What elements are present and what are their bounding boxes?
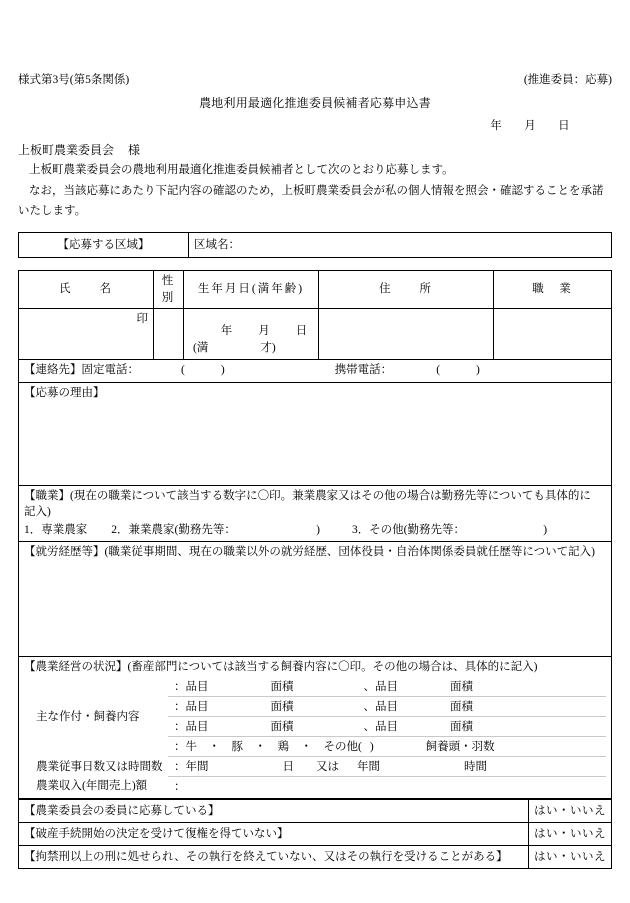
occupation-row [19, 485, 612, 541]
crop-area-label: 面積 [270, 720, 294, 733]
occupation-option-3-close: ) [543, 524, 548, 537]
colon: ： [174, 720, 186, 733]
occupation-option-3[interactable]: 3．その他(勤務先等： [351, 524, 460, 537]
declaration-answer-3[interactable]: はい・いいえ [529, 846, 612, 869]
agriculture-heading [24, 659, 606, 677]
work-history-row [19, 541, 612, 656]
declaration-answer-2[interactable]: はい・いいえ [529, 823, 612, 846]
occupation-options [24, 522, 606, 539]
mobile-paren-close: ) [476, 364, 480, 377]
age-line [189, 340, 313, 357]
table-row [19, 800, 612, 823]
col-header-occupation: 職 業 [494, 271, 612, 309]
agriculture-grid [24, 677, 606, 796]
col-header-dob: 生年月日(満年齢) [184, 271, 319, 309]
col-header-address: 住 所 [319, 271, 494, 309]
gender-input-cell[interactable] [154, 309, 184, 359]
date-year: 年 [490, 120, 503, 132]
col-header-gender: 性別 [154, 271, 184, 309]
col-header-name: 氏 名 [19, 271, 154, 309]
age-suffix: 才) [260, 342, 276, 355]
crop-area2-label: 面積 [450, 700, 473, 713]
declaration-table [18, 799, 612, 869]
work-days-input-row[interactable] [168, 757, 606, 777]
seal-mark: 印 [136, 313, 148, 326]
occupation-input-cell[interactable] [494, 309, 612, 359]
colon: ： [174, 740, 186, 753]
header-row [18, 72, 612, 90]
age-prefix: (満 [193, 342, 209, 355]
agriculture-cell [19, 656, 612, 799]
dob-month-label: 月 [258, 325, 270, 338]
addressee-name: 上板町農業委員会 [18, 143, 115, 158]
crop-area2-label: 面積 [450, 720, 473, 733]
crop-input-row-1[interactable] [168, 677, 606, 697]
day-unit-label: 日 [282, 760, 294, 773]
occupation-label: 【職業】 [24, 489, 70, 502]
contact-cell[interactable] [19, 359, 612, 382]
dob-year-label: 年 [220, 325, 233, 338]
reason-row [19, 382, 612, 485]
form-number: 様式第3号(第5条関係) [18, 74, 130, 86]
income-row [24, 777, 606, 797]
intro-line-1: 上板町農業委員会の農地利用最適化推進委員候補者として次のとおり応募します。 [29, 164, 454, 177]
crop-area2-label: 面積 [450, 680, 473, 693]
intro-line-3: いたします。 [18, 204, 87, 217]
name-input-cell[interactable] [19, 309, 154, 359]
mobile-paren-open: ( [436, 364, 441, 377]
crop-item2-label: 、品目 [363, 700, 398, 713]
dob-input-cell[interactable] [184, 309, 319, 359]
area-name-field[interactable]: 区域名： [189, 233, 612, 258]
agriculture-label: 【農業経営の状況】 [24, 660, 128, 673]
landline-label: 固定電話： [81, 364, 139, 377]
table-row [19, 233, 612, 258]
declaration-question-2: 【破産手続開始の決定を受けて復権を得ていない】 [19, 823, 529, 846]
crop-area-label: 面積 [270, 680, 294, 693]
landline-paren-open: ( [181, 364, 185, 377]
agriculture-note: (畜産部門については該当する飼養内容に〇印。その他の場合は、具体的に記入) [127, 660, 538, 673]
main-crops-label: 主な作付・飼養内容 [36, 710, 140, 723]
work-history-label: 【就労経歴等】 [24, 545, 105, 558]
date-line [0, 118, 570, 135]
annual-days-label: 年間 [185, 760, 209, 773]
livestock-options[interactable]: 牛 ・ 豚 ・ 鶏 ・ その他( [185, 740, 362, 753]
reason-label: 【応募の理由】 [24, 386, 105, 399]
contact-label: 【連絡先】 [24, 364, 82, 377]
colon: ： [174, 760, 186, 773]
work-days-row [24, 757, 606, 777]
livestock-count-label: 飼養頭・羽数 [425, 740, 495, 753]
occupation-note-1: (現在の職業について該当する数字に〇印。兼業農家又はその他の場合は勤務先等についても具体的に [70, 489, 591, 502]
work-history-note: (職業従事期間、現在の職業以外の就労経歴、団体役員・自治体関係委員就任歴等について記入) [104, 545, 595, 558]
dob-day-label: 日 [295, 325, 308, 338]
income-input-row[interactable]: ： [174, 780, 186, 793]
date-day: 日 [558, 120, 570, 132]
livestock-paren-close: ) [369, 740, 374, 753]
colon: ： [174, 680, 186, 693]
occupation-option-1[interactable]: 1．専業農家 [24, 524, 88, 537]
table-row [19, 846, 612, 869]
occupation-option-2-close: ) [316, 524, 320, 537]
area-table [18, 232, 612, 258]
annual-hours-label: 年間 [357, 760, 380, 773]
declaration-answer-1[interactable]: はい・いいえ [529, 800, 612, 823]
declaration-question-3: 【拘禁刑以上の刑に処せられ、その執行を終えていない、又はその執行を受けることがある】 [19, 846, 529, 869]
occupation-option-2[interactable]: 2．兼業農家(勤務先等： [111, 524, 231, 537]
crop-input-row-3[interactable] [168, 717, 606, 737]
crop-item-label: 品目 [185, 680, 209, 693]
table-row [19, 309, 612, 359]
occupation-note-2: 記入) [24, 506, 51, 519]
mobile-label: 携帯電話： [334, 364, 393, 377]
hour-unit-label: 時間 [464, 760, 487, 773]
agriculture-row [19, 656, 612, 799]
crop-area-label: 面積 [270, 700, 294, 713]
page-title: 農地利用最適化推進委員候補者応募申込書 [199, 96, 431, 110]
crop-row-1 [24, 677, 606, 697]
livestock-input-row[interactable] [168, 737, 606, 757]
or-label: 又は [316, 760, 339, 773]
declaration-question-1: 【農業委員会の委員に応募している】 [19, 800, 529, 823]
crop-input-row-2[interactable] [168, 697, 606, 717]
crop-item2-label: 、品目 [363, 720, 398, 733]
intro-line-2: なお，当該応募にあたり下記内容の確認のため，上板町農業委員会が私の個人情報を照会・確認することを承諾 [29, 184, 604, 197]
addressee-honorific: 様 [128, 143, 141, 158]
address-input-cell[interactable] [319, 309, 494, 359]
crop-item2-label: 、品目 [363, 680, 398, 693]
applicant-table [18, 270, 612, 799]
crop-item-label: 品目 [185, 700, 209, 713]
form-category: (推進委員：応募) [523, 74, 612, 86]
date-month: 月 [524, 120, 537, 132]
work-history-cell[interactable] [19, 541, 612, 656]
crop-item-label: 品目 [185, 720, 209, 733]
occupation-cell[interactable] [19, 485, 612, 541]
addressee [18, 141, 630, 159]
table-header-row [19, 271, 612, 309]
income-label: 農業収入(年間売上)額 [36, 780, 148, 793]
reason-cell[interactable] [19, 382, 612, 485]
contact-row [19, 359, 612, 382]
work-days-label: 農業従事日数又は時間数 [36, 760, 163, 773]
area-label: 【応募する区域】 [19, 233, 189, 258]
dob-line [189, 311, 313, 340]
colon: ： [174, 700, 186, 713]
landline-paren-close: ) [220, 364, 225, 377]
table-row [19, 823, 612, 846]
